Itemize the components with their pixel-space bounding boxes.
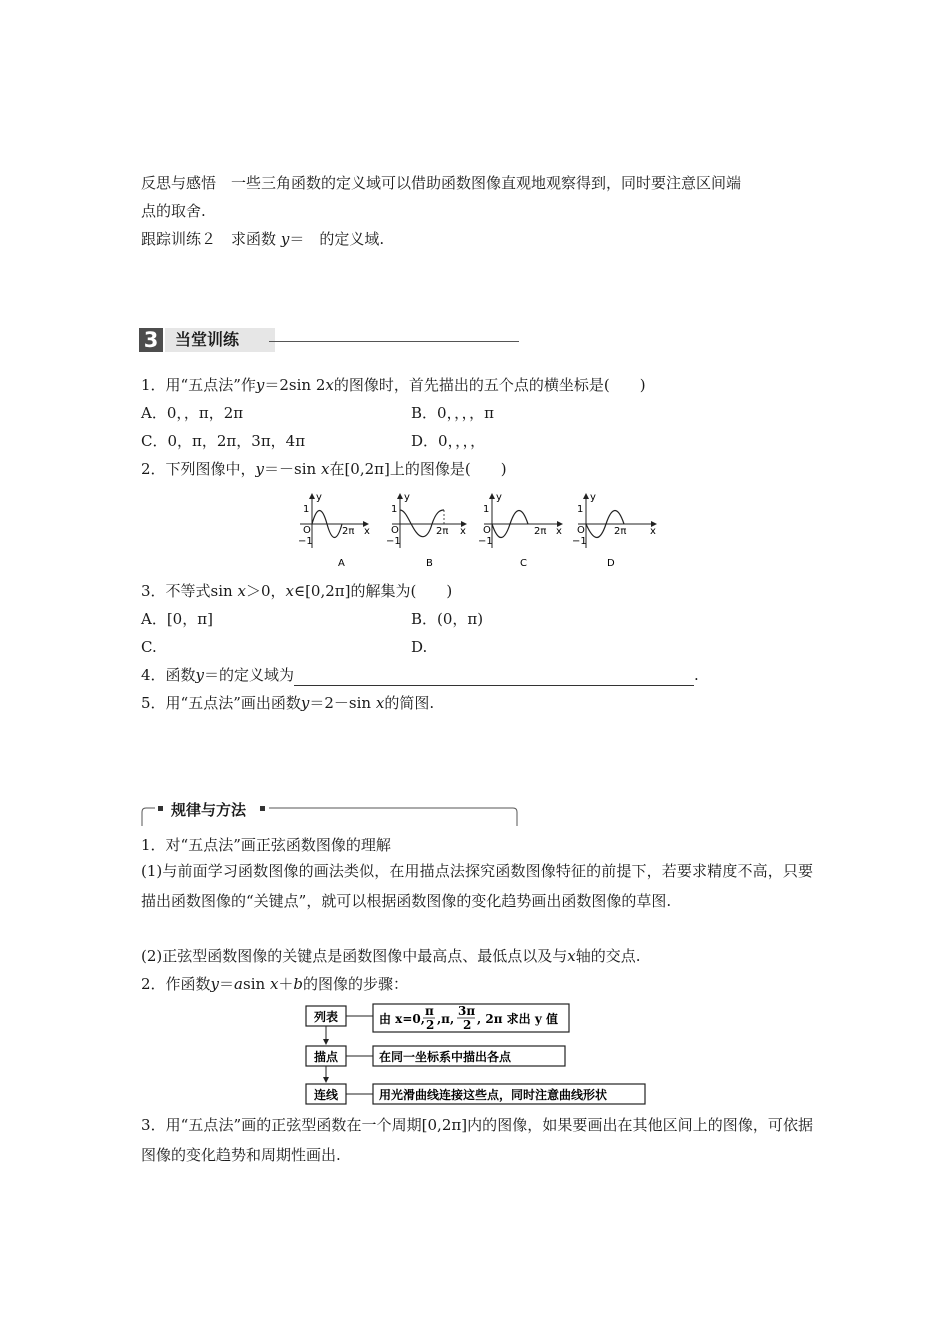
question-3 (141, 580, 452, 602)
question-5 (141, 692, 434, 714)
rules-p2-a: a (234, 975, 243, 993)
q3-x2: x (285, 582, 294, 600)
steps-flowchart (305, 1002, 650, 1106)
follow-pre: 求函数 (231, 230, 277, 248)
follow-label: 跟踪训练２ (141, 230, 217, 248)
section-heading (139, 328, 519, 354)
graph-c-one: 1 (483, 504, 490, 515)
graph-d-origin: O (577, 525, 585, 536)
flow-frac2-den: 2 (463, 1018, 472, 1032)
q2-stem-a: 2．下列图像中， (141, 460, 256, 478)
graph-b-y-label: y (404, 492, 410, 503)
q2-y: y (255, 460, 265, 478)
q3-stem-b: ＞0， (245, 582, 286, 600)
q2-stem-b: ＝－sin (264, 460, 317, 478)
rules-p2-post: 的图像的步骤： (303, 975, 409, 993)
follow-eq: ＝ (289, 230, 305, 248)
q4-y: y (195, 666, 205, 684)
question-1 (141, 374, 646, 396)
graph-d-x-label: x (650, 526, 656, 537)
graph-b-x-label: x (460, 526, 466, 537)
flow-frac1-den: 2 (426, 1018, 435, 1032)
rules-point-2 (141, 973, 408, 995)
rules-title: 规律与方法 (171, 801, 247, 819)
graph-d (572, 492, 656, 569)
section-number: 3 (139, 328, 163, 352)
q5-x: x (375, 694, 385, 712)
sine-graph-options (290, 490, 670, 572)
rules-point-1a: (1)与前面学习函数图像的画法类似，在用描点法探究函数图像特征的前提下，若要求精度不高，只要描出函数图像的“关键点”，就可以根据函数图像的变化趋势画出函数图像的草图. (141, 862, 813, 910)
rules-p1b-post: 轴的交点. (575, 947, 641, 965)
graph-a-caption: A (338, 558, 345, 569)
q2-stem-c: 在[0,2π]上的图像是( ) (329, 460, 507, 478)
flow-step3-label: 连线 (314, 1088, 339, 1102)
q1-x: x (325, 376, 334, 394)
graph-b (386, 492, 466, 569)
rules-point-1b (141, 945, 641, 967)
graph-d-y-label: y (590, 492, 596, 503)
graph-c-y-label: y (496, 492, 502, 503)
graph-b-minus-one: −1 (386, 536, 401, 547)
graph-d-caption: D (607, 558, 615, 569)
rules-p2-pre: 2．作函数 (141, 975, 211, 993)
q4-mid: ＝的定义域为 (204, 666, 295, 684)
follow-up-exercise (141, 228, 384, 250)
reflection-text-2: 点的取舍. (141, 202, 206, 220)
question-4 (141, 664, 699, 686)
reflection-text: 一些三角函数的定义域可以借助函数图像直观地观察得到，同时要注意区间端 (231, 174, 742, 192)
flow-step2-label: 描点 (314, 1050, 339, 1064)
rules-p2-x: x (269, 975, 279, 993)
graph-b-2pi: 2π (436, 526, 449, 537)
graph-a-minus-one: −1 (298, 536, 313, 547)
rules-p1b-x: x (567, 947, 576, 965)
flow-frac2-num: 3π (458, 1004, 476, 1018)
reflection-line-2 (141, 200, 206, 222)
graph-a (298, 492, 370, 569)
rules-p2-plus: ＋ (278, 975, 294, 993)
graph-a-2pi: 2π (342, 526, 355, 537)
flow-step1-desc-a: 由 x=0, (379, 1012, 425, 1026)
graph-a-one: 1 (303, 504, 310, 515)
flow-step1-desc-b: , 2π 求出 y 值 (477, 1012, 558, 1026)
q4-end: . (694, 666, 699, 684)
q5-end: 的简图. (384, 694, 435, 712)
q3-option-a: A．[0，π] (141, 610, 213, 628)
rules-point-3: 3．用“五点法”画的正弦型函数在一个周期[0,2π]内的图像，如果要画出在其他区间上的图像，可依据图像的变化趋势和周期性画出. (141, 1116, 813, 1164)
section-rule (269, 341, 519, 342)
graph-c (478, 492, 562, 569)
q1-stem-b: ＝2sin 2 (264, 376, 326, 394)
graph-d-one: 1 (577, 504, 584, 515)
graph-c-origin: O (483, 525, 491, 536)
q1-stem-a: 1．用“五点法”作 (141, 376, 256, 394)
q1-stem-c: 的图像时，首先描出的五个点的横坐标是( ) (333, 376, 646, 394)
q5-y: y (300, 694, 310, 712)
rules-point-1: 1．对“五点法”画正弦函数图像的理解 (141, 836, 391, 854)
graph-d-2pi: 2π (614, 526, 627, 537)
q3-option-c: C. (141, 638, 157, 656)
q1-y: y (255, 376, 265, 394)
graph-c-x-label: x (556, 526, 562, 537)
graph-c-caption: C (520, 558, 527, 569)
graph-c-minus-one: −1 (478, 536, 493, 547)
q4-pre: 4．函数 (141, 666, 196, 684)
q1-option-a: A．0，，π，2π (141, 404, 244, 422)
rules-p1b-pre: (2)正弦型函数图像的关键点是函数图像中最高点、最低点以及与 (141, 947, 568, 965)
reflection-label: 反思与感悟 (141, 174, 217, 192)
q3-stem-a: 3．不等式sin (141, 582, 233, 600)
q1-option-c: C．0，π，2π，3π，4π (141, 432, 306, 450)
graph-a-y-label: y (316, 492, 322, 503)
graph-b-one: 1 (391, 504, 398, 515)
follow-post: 的定义域. (319, 230, 385, 248)
follow-var: y (280, 230, 290, 248)
rules-heading (141, 802, 519, 826)
q5-mid: ＝2－sin (309, 694, 372, 712)
graph-a-x-label: x (364, 526, 370, 537)
flow-step1-mid: ,π, (437, 1012, 455, 1026)
rules-p2-y: y (210, 975, 220, 993)
graph-b-origin: O (391, 525, 399, 536)
q3-stem-c: ∈[0,2π]的解集为( ) (293, 582, 453, 600)
flow-step1-label: 列表 (314, 1010, 339, 1024)
rules-p2-b: b (293, 975, 304, 993)
graph-c-2pi: 2π (534, 526, 547, 537)
flow-step2-desc: 在同一坐标系中描出各点 (379, 1050, 512, 1064)
question-2 (141, 458, 507, 480)
q3-option-b: B．(0，π) (411, 610, 484, 628)
graph-a-origin: O (303, 525, 311, 536)
reflection-line-1 (141, 172, 741, 194)
rules-p2-sin: sin (243, 975, 266, 993)
flow-step3-desc: 用光滑曲线连接这些点，同时注意曲线形状 (379, 1088, 608, 1102)
graph-d-minus-one: −1 (572, 536, 587, 547)
graph-b-caption: B (426, 558, 433, 569)
rules-p2-eq: ＝ (219, 975, 235, 993)
q4-answer-blank[interactable] (294, 669, 694, 686)
q2-x: x (320, 460, 330, 478)
q5-pre: 5．用“五点法”画出函数 (141, 694, 301, 712)
q3-option-d: D. (411, 638, 428, 656)
q3-x1: x (237, 582, 246, 600)
section-title: 当堂训练 (165, 328, 275, 352)
q1-option-d: D．0，，，， (411, 432, 486, 450)
q1-option-b: B．0，，，，π (411, 404, 494, 422)
flow-frac1-num: π (425, 1004, 434, 1018)
